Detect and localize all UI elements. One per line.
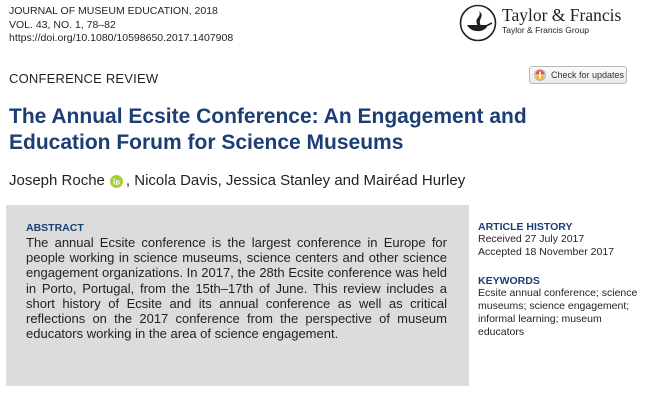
article-title: The Annual Ecsite Conference: An Engagement and Education Forum for Science Museums [9, 105, 527, 154]
publisher-group: Taylor & Francis Group [502, 25, 589, 35]
journal-info [9, 5, 233, 46]
journal-volume: VOL. 43, NO. 1, 78–82 [9, 18, 116, 31]
section-label: CONFERENCE REVIEW [9, 71, 159, 86]
check-for-updates-label: Check for updates [551, 70, 625, 80]
orcid-icon[interactable] [110, 175, 123, 188]
publisher-name: Taylor & Francis [502, 5, 622, 25]
keywords-heading: KEYWORDS [478, 274, 540, 287]
keywords-text: Ecsite annual conference; science museums; science engagement; informal learning; museum educators [478, 286, 638, 339]
abstract-text: The annual Ecsite conference is the largest conference in Europe for people working in science museums, science centers and other science engagement organizations. In 2017, the 28th Ecsite conference was held in Porto, Portugal, from the 15th–17th of June. This review includes a short history of Ecsite and its annual conference as well as critical reflections on the 2017 conference from the perspective of museum educators working in the area of science engagement. [26, 235, 447, 342]
accepted-date: Accepted 18 November 2017 [478, 246, 615, 259]
author-rest: , Nicola Davis, Jessica Stanley and Mairéad Hurley [125, 172, 466, 189]
abstract-heading: ABSTRACT [26, 222, 84, 234]
taylor-francis-lamp-icon [459, 4, 497, 42]
author-list [9, 172, 465, 190]
crossmark-icon [534, 69, 546, 81]
doi-link[interactable]: https://doi.org/10.1080/10598650.2017.1407908 [9, 32, 234, 44]
publisher-logo-block [459, 4, 621, 42]
abstract-box [6, 205, 469, 386]
journal-citation: JOURNAL OF MUSEUM EDUCATION, 2018 [9, 5, 218, 17]
article-sidebar [478, 221, 638, 340]
received-date: Received 27 July 2017 [478, 233, 585, 245]
article-history-heading: ARTICLE HISTORY [478, 221, 573, 233]
check-for-updates-button[interactable] [529, 66, 627, 84]
author-first: Joseph Roche [9, 172, 105, 189]
